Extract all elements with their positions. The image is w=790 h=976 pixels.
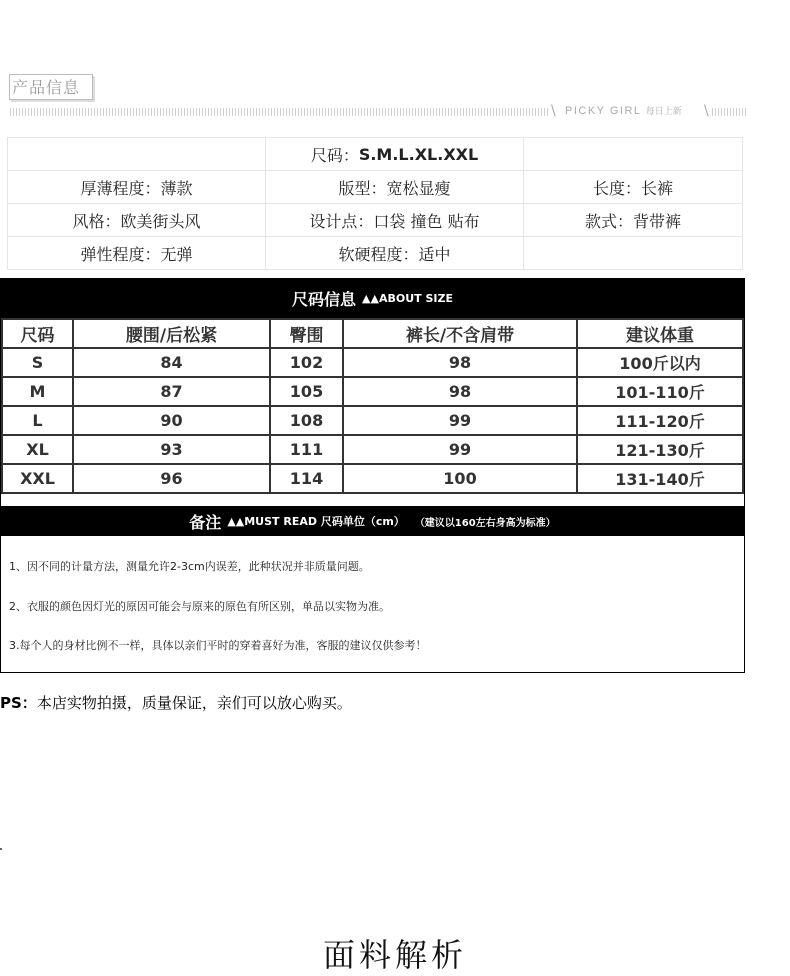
column-header: 尺码 <box>2 319 73 348</box>
ps-text: 本店实物拍摄，质量保证，亲们可以放心购买。 <box>36 694 352 712</box>
column-header: 建议体重 <box>577 319 743 348</box>
table-cell: 121-130斤 <box>577 435 743 464</box>
table-cell: 90 <box>73 406 270 435</box>
attr-label: 版型： <box>338 178 387 198</box>
table-cell: 99 <box>343 406 577 435</box>
table-cell: XL <box>2 435 73 464</box>
table-cell: 101-110斤 <box>577 377 743 406</box>
table-cell: 100斤以内 <box>577 348 743 377</box>
table-cell: L <box>2 406 73 435</box>
notes-title: 备注 <box>189 512 222 532</box>
brand-slogan: 每日上新 <box>645 106 682 116</box>
table-cell: 96 <box>73 464 270 493</box>
attr-style <box>7 203 266 237</box>
attr-value: 口袋 撞色 贴布 <box>373 211 480 231</box>
column-header: 腰围/后松紧 <box>73 319 270 348</box>
table-cell: 111-120斤 <box>577 406 743 435</box>
size-info-panel <box>0 278 745 673</box>
table-cell: 105 <box>270 377 343 406</box>
table-cell: 108 <box>270 406 343 435</box>
size-table <box>1 318 744 494</box>
notes-subtitle: ▲▲MUST READ 尺码单位（cm） <box>227 515 405 528</box>
attr-type <box>523 203 743 237</box>
divider-slash-left: \ <box>551 103 556 119</box>
size-info-title: 尺码信息 <box>292 290 357 309</box>
table-row <box>2 464 743 493</box>
column-header: 裤长/不含肩带 <box>343 319 577 348</box>
table-cell: 98 <box>343 348 577 377</box>
size-table-header-row <box>2 319 743 348</box>
attr-cell <box>523 137 743 171</box>
product-info-tag: 产品信息 <box>9 74 93 100</box>
attr-value: 适中 <box>418 244 451 264</box>
attr-design <box>265 203 524 237</box>
attr-label: 设计点： <box>309 211 374 231</box>
ps-note <box>0 692 352 713</box>
attr-label: 长度： <box>592 178 641 198</box>
notes-header <box>1 506 744 536</box>
attr-length <box>523 170 743 204</box>
note-item: 2、衣服的颜色因灯光的原因可能会与原来的原色有所区别，单品以实物为准。 <box>9 600 390 613</box>
attr-label: 尺码： <box>310 145 359 165</box>
attr-thickness <box>7 170 266 204</box>
divider-slash-right: \ <box>704 103 709 119</box>
ps-prefix: PS： <box>0 694 37 712</box>
table-row <box>2 406 743 435</box>
attr-label: 风格： <box>72 211 121 231</box>
brand-name: PICKY GIRL <box>565 105 642 117</box>
table-row <box>2 348 743 377</box>
size-info-subtitle: ▲▲ABOUT SIZE <box>362 292 453 305</box>
table-cell: 99 <box>343 435 577 464</box>
attr-value: 宽松显瘦 <box>386 178 451 198</box>
attr-label: 弹性程度： <box>80 244 161 264</box>
table-row <box>2 435 743 464</box>
column-header: 臀围 <box>270 319 343 348</box>
size-info-header <box>1 279 744 318</box>
brand-label <box>565 104 682 117</box>
fabric-section-title: 面料解析 <box>322 936 467 974</box>
attr-size <box>265 137 524 171</box>
notes-hint: （建议以160左右身高为标准） <box>414 517 556 529</box>
product-attributes-grid <box>8 138 743 270</box>
attr-softness <box>265 236 524 270</box>
table-cell: XXL <box>2 464 73 493</box>
table-cell: 114 <box>270 464 343 493</box>
table-cell: 93 <box>73 435 270 464</box>
header-divider-left <box>10 108 550 116</box>
attr-label: 款式： <box>584 211 633 231</box>
table-cell: S <box>2 348 73 377</box>
attr-value: 欧美街头风 <box>120 211 201 231</box>
note-item: 3.每个人的身材比例不一样，具体以亲们平时的穿着喜好为准，客服的建议仅供参考！ <box>9 639 427 652</box>
attr-elasticity <box>7 236 266 270</box>
attr-value: 背带裤 <box>633 211 682 231</box>
note-item: 1、因不同的计量方法，测量允许2-3cm内误差，此种状况并非质量问题。 <box>9 560 370 573</box>
table-row <box>2 377 743 406</box>
table-cell: M <box>2 377 73 406</box>
table-cell: 87 <box>73 377 270 406</box>
attr-fit <box>265 170 524 204</box>
table-cell: 111 <box>270 435 343 464</box>
attr-label: 软硬程度： <box>338 244 419 264</box>
attr-value: 薄款 <box>160 178 193 198</box>
table-cell: 100 <box>343 464 577 493</box>
table-cell: 102 <box>270 348 343 377</box>
header-divider-right <box>712 108 748 116</box>
attr-value: S.M.L.XL.XXL <box>358 144 479 164</box>
table-cell: 131-140斤 <box>577 464 743 493</box>
attr-value: 无弹 <box>160 244 193 264</box>
stray-dot <box>0 848 2 850</box>
table-cell: 98 <box>343 377 577 406</box>
table-cell: 84 <box>73 348 270 377</box>
attr-cell <box>7 137 266 171</box>
attr-label: 厚薄程度： <box>80 178 161 198</box>
attr-cell <box>523 236 743 270</box>
attr-value: 长裤 <box>641 178 674 198</box>
